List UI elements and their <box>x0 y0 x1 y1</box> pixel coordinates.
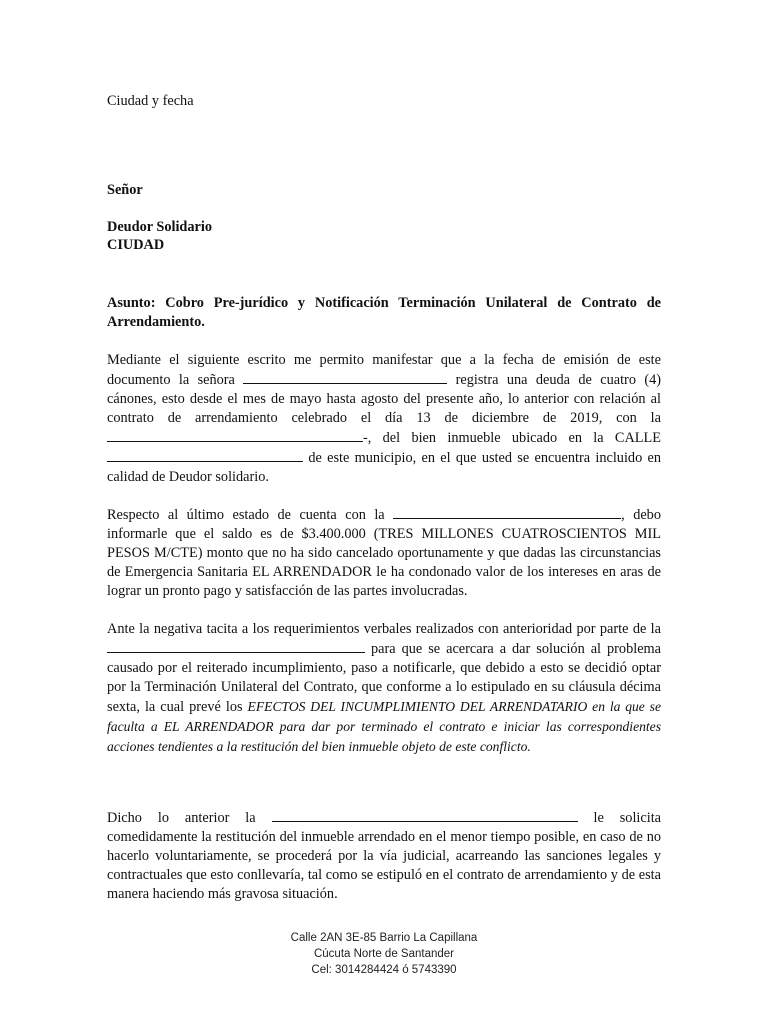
blank-party-name <box>107 428 363 442</box>
footer-address: Calle 2AN 3E-85 Barrio La Capillana <box>290 932 478 944</box>
salutation: Señor <box>107 182 143 198</box>
p4-text-a: Dicho lo anterior la <box>107 810 256 826</box>
blank-tenant-name <box>243 370 447 384</box>
blank-account-party <box>393 505 621 519</box>
p2-text-a: Respecto al último estado de cuenta con la <box>107 507 385 523</box>
p3-text-a: Ante la negativa tacita a los requerimientos verbales realizados con anterioridad por parte de la <box>107 621 661 637</box>
blank-address <box>107 448 303 462</box>
paragraph-4 <box>107 808 661 904</box>
p4-text-b: le solicita comedidamente la restitución del inmueble arrendado en el menor tiempo posible, en caso de no hacerlo voluntariamente, se procederá por la vía judicial, acarreando las sanciones legales y contractuales que esto conllevaría, tal como se estipuló en el contrato de arrendamiento y de esta manera haciendo más gravosa situación. <box>107 810 662 902</box>
p3-text-italic: EFECTOS DEL INCUMPLIMIENTO DEL ARRENDATARIO en la que se faculta a EL ARRENDADOR para dar por terminado el contrato e iniciar las correspondientes acciones tendientes a la restitución del bien inmueble objeto de este conflicto. <box>107 699 661 754</box>
footer-phone: Cel: 3014284424 ó 5743390 <box>311 964 457 976</box>
p1-text-d: de este municipio, en el que usted se encuentra incluido en calidad de Deudor solidario. <box>107 450 662 485</box>
p1-text-b: registra una deuda de cuatro (4) cánones, esto desde el mes de mayo hasta agosto del presente año, lo anterior con relación al contrato de arrendamiento celebrado el día 13 de diciembre de 2019, con la <box>107 372 662 426</box>
recipient-name: Deudor Solidario <box>107 219 212 235</box>
letter-footer <box>0 930 768 978</box>
paragraph-3 <box>107 620 661 757</box>
p3-text-b: para que se acercara a dar solución al problema causado por el reiterado incumplimiento, paso a notificarle, que debido a esto se decidió optar por la Terminación Unilateral del Contrato, que conforme a lo estipulado en su cláusula décima sexta, la cual prevé los <box>107 641 662 715</box>
city-date: Ciudad y fecha <box>107 93 194 109</box>
footer-city: Cúcuta Norte de Santander <box>313 948 454 960</box>
blank-requesting-party <box>107 639 365 653</box>
recipient-city: CIUDAD <box>107 237 165 253</box>
p1-text-c: -, del bien inmueble ubicado en la CALLE <box>363 430 661 446</box>
blank-requesting-entity <box>272 808 578 822</box>
subject-line: Asunto: Cobro Pre-jurídico y Notificación Terminación Unilateral de Contrato de Arrendamiento. <box>107 295 661 330</box>
paragraph-2 <box>107 505 661 601</box>
p2-text-b: , debo informarle que el saldo es de $3.400.000 (TRES MILLONES CUATROSCIENTOS MIL PESOS M/CTE) monto que no ha sido cancelado oportunamente y que dadas las circunstancias de Emergencia Sanitaria EL ARRENDADOR le ha condonado valor de los intereses en aras de lograr un pronto pago y satisfacción de las partes involucradas. <box>107 507 661 599</box>
p1-text-a: Mediante el siguiente escrito me permito manifestar que a la fecha de emisión de este documento la señora <box>107 352 661 388</box>
paragraph-1 <box>107 351 661 487</box>
